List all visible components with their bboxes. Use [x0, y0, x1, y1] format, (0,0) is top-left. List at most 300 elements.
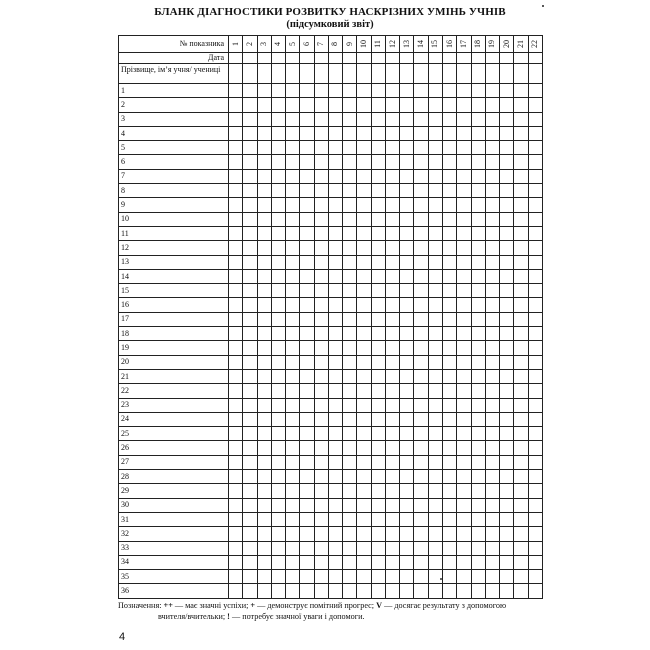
score-cell[interactable] [286, 298, 300, 312]
score-cell[interactable] [328, 84, 342, 98]
student-row-number[interactable]: 2 [119, 98, 229, 112]
score-cell[interactable] [500, 470, 514, 484]
score-cell[interactable] [471, 312, 485, 326]
score-cell[interactable] [385, 470, 399, 484]
score-cell[interactable] [328, 584, 342, 598]
score-cell[interactable] [328, 427, 342, 441]
score-cell[interactable] [328, 155, 342, 169]
score-cell[interactable] [414, 269, 428, 283]
score-cell[interactable] [485, 141, 499, 155]
score-cell[interactable] [457, 112, 471, 126]
score-cell[interactable] [514, 555, 528, 569]
score-cell[interactable] [357, 527, 371, 541]
score-cell[interactable] [528, 541, 542, 555]
score-cell[interactable] [300, 126, 314, 140]
score-cell[interactable] [371, 355, 385, 369]
score-cell[interactable] [400, 484, 414, 498]
score-cell[interactable] [229, 226, 243, 240]
score-cell[interactable] [371, 541, 385, 555]
score-cell[interactable] [471, 298, 485, 312]
score-cell[interactable] [343, 484, 357, 498]
score-cell[interactable] [400, 398, 414, 412]
score-cell[interactable] [357, 555, 371, 569]
score-cell[interactable] [357, 255, 371, 269]
score-cell[interactable] [357, 155, 371, 169]
score-cell[interactable] [328, 169, 342, 183]
score-cell[interactable] [257, 312, 271, 326]
score-cell[interactable] [471, 212, 485, 226]
score-cell[interactable] [286, 112, 300, 126]
score-cell[interactable] [485, 570, 499, 584]
score-cell[interactable] [371, 470, 385, 484]
score-cell[interactable] [300, 184, 314, 198]
score-cell[interactable] [471, 570, 485, 584]
score-cell[interactable] [229, 155, 243, 169]
score-cell[interactable] [485, 198, 499, 212]
score-cell[interactable] [485, 584, 499, 598]
score-cell[interactable] [371, 455, 385, 469]
score-cell[interactable] [457, 484, 471, 498]
score-cell[interactable] [271, 126, 285, 140]
score-cell[interactable] [229, 498, 243, 512]
score-cell[interactable] [371, 327, 385, 341]
score-cell[interactable] [243, 455, 257, 469]
score-cell[interactable] [371, 312, 385, 326]
date-cell[interactable] [314, 53, 328, 64]
score-cell[interactable] [528, 470, 542, 484]
score-cell[interactable] [428, 141, 442, 155]
score-cell[interactable] [428, 212, 442, 226]
score-cell[interactable] [528, 284, 542, 298]
score-cell[interactable] [528, 255, 542, 269]
score-cell[interactable] [243, 327, 257, 341]
score-cell[interactable] [271, 241, 285, 255]
student-row-number[interactable]: 15 [119, 284, 229, 298]
score-cell[interactable] [271, 427, 285, 441]
score-cell[interactable] [328, 226, 342, 240]
score-cell[interactable] [243, 312, 257, 326]
score-cell[interactable] [371, 241, 385, 255]
score-cell[interactable] [500, 555, 514, 569]
score-cell[interactable] [357, 398, 371, 412]
score-cell[interactable] [371, 570, 385, 584]
score-cell[interactable] [385, 584, 399, 598]
score-cell[interactable] [528, 498, 542, 512]
score-cell[interactable] [328, 341, 342, 355]
score-cell[interactable] [286, 369, 300, 383]
score-cell[interactable] [442, 184, 456, 198]
score-cell[interactable] [357, 341, 371, 355]
score-cell[interactable] [300, 198, 314, 212]
score-cell[interactable] [442, 169, 456, 183]
score-cell[interactable] [271, 112, 285, 126]
score-cell[interactable] [229, 84, 243, 98]
score-cell[interactable] [428, 570, 442, 584]
score-cell[interactable] [428, 412, 442, 426]
student-row-number[interactable]: 30 [119, 498, 229, 512]
score-cell[interactable] [257, 470, 271, 484]
score-cell[interactable] [243, 427, 257, 441]
score-cell[interactable] [414, 112, 428, 126]
score-cell[interactable] [257, 412, 271, 426]
score-cell[interactable] [357, 298, 371, 312]
score-cell[interactable] [357, 269, 371, 283]
score-cell[interactable] [385, 412, 399, 426]
score-cell[interactable] [343, 255, 357, 269]
score-cell[interactable] [328, 327, 342, 341]
score-cell[interactable] [300, 512, 314, 526]
score-cell[interactable] [286, 269, 300, 283]
score-cell[interactable] [385, 498, 399, 512]
score-cell[interactable] [485, 226, 499, 240]
score-cell[interactable] [328, 98, 342, 112]
score-cell[interactable] [371, 369, 385, 383]
score-cell[interactable] [300, 555, 314, 569]
score-cell[interactable] [514, 269, 528, 283]
score-cell[interactable] [528, 112, 542, 126]
score-cell[interactable] [514, 284, 528, 298]
score-cell[interactable] [357, 169, 371, 183]
score-cell[interactable] [471, 184, 485, 198]
score-cell[interactable] [528, 441, 542, 455]
score-cell[interactable] [528, 169, 542, 183]
score-cell[interactable] [457, 169, 471, 183]
score-cell[interactable] [414, 427, 428, 441]
score-cell[interactable] [229, 341, 243, 355]
score-cell[interactable] [528, 198, 542, 212]
score-cell[interactable] [400, 369, 414, 383]
date-cell[interactable] [528, 53, 542, 64]
score-cell[interactable] [471, 412, 485, 426]
score-cell[interactable] [314, 384, 328, 398]
score-cell[interactable] [300, 369, 314, 383]
score-cell[interactable] [229, 555, 243, 569]
student-row-number[interactable]: 3 [119, 112, 229, 126]
score-cell[interactable] [229, 369, 243, 383]
score-cell[interactable] [300, 169, 314, 183]
score-cell[interactable] [442, 512, 456, 526]
score-cell[interactable] [257, 84, 271, 98]
score-cell[interactable] [500, 498, 514, 512]
score-cell[interactable] [400, 141, 414, 155]
score-cell[interactable] [457, 98, 471, 112]
score-cell[interactable] [385, 312, 399, 326]
score-cell[interactable] [271, 212, 285, 226]
score-cell[interactable] [485, 470, 499, 484]
score-cell[interactable] [271, 341, 285, 355]
score-cell[interactable] [514, 470, 528, 484]
score-cell[interactable] [371, 555, 385, 569]
score-cell[interactable] [229, 141, 243, 155]
score-cell[interactable] [385, 398, 399, 412]
score-cell[interactable] [343, 527, 357, 541]
score-cell[interactable] [414, 312, 428, 326]
score-cell[interactable] [371, 198, 385, 212]
score-cell[interactable] [271, 184, 285, 198]
score-cell[interactable] [528, 341, 542, 355]
score-cell[interactable] [229, 541, 243, 555]
date-cell[interactable] [485, 53, 499, 64]
score-cell[interactable] [286, 98, 300, 112]
score-cell[interactable] [314, 226, 328, 240]
score-cell[interactable] [457, 555, 471, 569]
score-cell[interactable] [343, 427, 357, 441]
score-cell[interactable] [286, 427, 300, 441]
score-cell[interactable] [328, 384, 342, 398]
score-cell[interactable] [457, 141, 471, 155]
score-cell[interactable] [314, 155, 328, 169]
score-cell[interactable] [428, 369, 442, 383]
score-cell[interactable] [428, 327, 442, 341]
score-cell[interactable] [442, 241, 456, 255]
score-cell[interactable] [371, 184, 385, 198]
score-cell[interactable] [400, 226, 414, 240]
score-cell[interactable] [400, 327, 414, 341]
date-cell[interactable] [371, 53, 385, 64]
score-cell[interactable] [300, 384, 314, 398]
score-cell[interactable] [442, 498, 456, 512]
score-cell[interactable] [514, 384, 528, 398]
score-cell[interactable] [229, 169, 243, 183]
score-cell[interactable] [271, 412, 285, 426]
score-cell[interactable] [357, 198, 371, 212]
score-cell[interactable] [400, 198, 414, 212]
score-cell[interactable] [500, 412, 514, 426]
score-cell[interactable] [514, 141, 528, 155]
score-cell[interactable] [243, 555, 257, 569]
score-cell[interactable] [500, 512, 514, 526]
score-cell[interactable] [414, 226, 428, 240]
score-cell[interactable] [457, 212, 471, 226]
score-cell[interactable] [385, 355, 399, 369]
score-cell[interactable] [357, 498, 371, 512]
student-row-number[interactable]: 26 [119, 441, 229, 455]
score-cell[interactable] [514, 498, 528, 512]
score-cell[interactable] [271, 198, 285, 212]
score-cell[interactable] [528, 155, 542, 169]
score-cell[interactable] [514, 584, 528, 598]
score-cell[interactable] [286, 327, 300, 341]
student-row-number[interactable]: 17 [119, 312, 229, 326]
score-cell[interactable] [328, 269, 342, 283]
score-cell[interactable] [343, 441, 357, 455]
score-cell[interactable] [500, 126, 514, 140]
score-cell[interactable] [357, 355, 371, 369]
score-cell[interactable] [500, 427, 514, 441]
score-cell[interactable] [400, 284, 414, 298]
student-row-number[interactable]: 23 [119, 398, 229, 412]
score-cell[interactable] [371, 484, 385, 498]
score-cell[interactable] [243, 126, 257, 140]
score-cell[interactable] [385, 169, 399, 183]
score-cell[interactable] [485, 355, 499, 369]
score-cell[interactable] [485, 284, 499, 298]
score-cell[interactable] [400, 570, 414, 584]
student-row-number[interactable]: 28 [119, 470, 229, 484]
score-cell[interactable] [314, 269, 328, 283]
score-cell[interactable] [314, 169, 328, 183]
score-cell[interactable] [514, 570, 528, 584]
score-cell[interactable] [485, 341, 499, 355]
score-cell[interactable] [428, 269, 442, 283]
score-cell[interactable] [286, 384, 300, 398]
date-cell[interactable] [471, 53, 485, 64]
score-cell[interactable] [385, 555, 399, 569]
score-cell[interactable] [457, 369, 471, 383]
score-cell[interactable] [385, 298, 399, 312]
score-cell[interactable] [457, 470, 471, 484]
score-cell[interactable] [314, 327, 328, 341]
score-cell[interactable] [414, 369, 428, 383]
score-cell[interactable] [300, 284, 314, 298]
score-cell[interactable] [457, 269, 471, 283]
score-cell[interactable] [471, 441, 485, 455]
score-cell[interactable] [414, 355, 428, 369]
score-cell[interactable] [229, 255, 243, 269]
score-cell[interactable] [428, 555, 442, 569]
score-cell[interactable] [271, 226, 285, 240]
score-cell[interactable] [300, 269, 314, 283]
score-cell[interactable] [485, 98, 499, 112]
score-cell[interactable] [343, 412, 357, 426]
score-cell[interactable] [343, 355, 357, 369]
score-cell[interactable] [400, 184, 414, 198]
score-cell[interactable] [400, 112, 414, 126]
score-cell[interactable] [414, 412, 428, 426]
score-cell[interactable] [328, 284, 342, 298]
score-cell[interactable] [243, 241, 257, 255]
score-cell[interactable] [400, 241, 414, 255]
score-cell[interactable] [500, 384, 514, 398]
score-cell[interactable] [286, 84, 300, 98]
score-cell[interactable] [414, 398, 428, 412]
date-cell[interactable] [343, 53, 357, 64]
score-cell[interactable] [314, 527, 328, 541]
score-cell[interactable] [343, 512, 357, 526]
score-cell[interactable] [257, 126, 271, 140]
score-cell[interactable] [371, 269, 385, 283]
score-cell[interactable] [328, 255, 342, 269]
score-cell[interactable] [471, 284, 485, 298]
score-cell[interactable] [328, 198, 342, 212]
score-cell[interactable] [514, 484, 528, 498]
student-row-number[interactable]: 33 [119, 541, 229, 555]
score-cell[interactable] [343, 470, 357, 484]
score-cell[interactable] [286, 141, 300, 155]
score-cell[interactable] [385, 527, 399, 541]
score-cell[interactable] [371, 255, 385, 269]
score-cell[interactable] [271, 484, 285, 498]
score-cell[interactable] [514, 369, 528, 383]
score-cell[interactable] [300, 484, 314, 498]
score-cell[interactable] [500, 312, 514, 326]
score-cell[interactable] [471, 269, 485, 283]
score-cell[interactable] [229, 441, 243, 455]
score-cell[interactable] [500, 226, 514, 240]
score-cell[interactable] [385, 541, 399, 555]
score-cell[interactable] [371, 126, 385, 140]
score-cell[interactable] [457, 312, 471, 326]
student-row-number[interactable]: 32 [119, 527, 229, 541]
score-cell[interactable] [314, 441, 328, 455]
student-row-number[interactable]: 14 [119, 269, 229, 283]
score-cell[interactable] [257, 527, 271, 541]
score-cell[interactable] [485, 126, 499, 140]
score-cell[interactable] [257, 241, 271, 255]
score-cell[interactable] [457, 441, 471, 455]
score-cell[interactable] [442, 126, 456, 140]
score-cell[interactable] [243, 198, 257, 212]
score-cell[interactable] [286, 341, 300, 355]
score-cell[interactable] [371, 498, 385, 512]
score-cell[interactable] [343, 498, 357, 512]
score-cell[interactable] [528, 412, 542, 426]
score-cell[interactable] [428, 312, 442, 326]
score-cell[interactable] [314, 584, 328, 598]
score-cell[interactable] [442, 112, 456, 126]
score-cell[interactable] [243, 98, 257, 112]
score-cell[interactable] [457, 198, 471, 212]
score-cell[interactable] [328, 470, 342, 484]
score-cell[interactable] [271, 141, 285, 155]
score-cell[interactable] [300, 255, 314, 269]
score-cell[interactable] [357, 412, 371, 426]
score-cell[interactable] [243, 141, 257, 155]
score-cell[interactable] [471, 555, 485, 569]
score-cell[interactable] [357, 226, 371, 240]
score-cell[interactable] [514, 427, 528, 441]
score-cell[interactable] [300, 84, 314, 98]
score-cell[interactable] [271, 369, 285, 383]
score-cell[interactable] [286, 541, 300, 555]
score-cell[interactable] [343, 226, 357, 240]
score-cell[interactable] [385, 327, 399, 341]
score-cell[interactable] [471, 484, 485, 498]
score-cell[interactable] [314, 484, 328, 498]
score-cell[interactable] [286, 155, 300, 169]
score-cell[interactable] [300, 441, 314, 455]
score-cell[interactable] [286, 226, 300, 240]
score-cell[interactable] [271, 398, 285, 412]
score-cell[interactable] [500, 269, 514, 283]
score-cell[interactable] [442, 398, 456, 412]
score-cell[interactable] [457, 512, 471, 526]
score-cell[interactable] [328, 498, 342, 512]
score-cell[interactable] [357, 584, 371, 598]
score-cell[interactable] [500, 341, 514, 355]
score-cell[interactable] [428, 155, 442, 169]
score-cell[interactable] [343, 98, 357, 112]
score-cell[interactable] [414, 84, 428, 98]
score-cell[interactable] [286, 312, 300, 326]
score-cell[interactable] [442, 84, 456, 98]
score-cell[interactable] [414, 470, 428, 484]
score-cell[interactable] [243, 298, 257, 312]
score-cell[interactable] [286, 584, 300, 598]
score-cell[interactable] [514, 112, 528, 126]
score-cell[interactable] [485, 384, 499, 398]
score-cell[interactable] [343, 570, 357, 584]
score-cell[interactable] [243, 184, 257, 198]
score-cell[interactable] [400, 169, 414, 183]
score-cell[interactable] [471, 198, 485, 212]
score-cell[interactable] [500, 155, 514, 169]
score-cell[interactable] [328, 112, 342, 126]
score-cell[interactable] [300, 312, 314, 326]
score-cell[interactable] [314, 255, 328, 269]
score-cell[interactable] [485, 269, 499, 283]
score-cell[interactable] [229, 527, 243, 541]
